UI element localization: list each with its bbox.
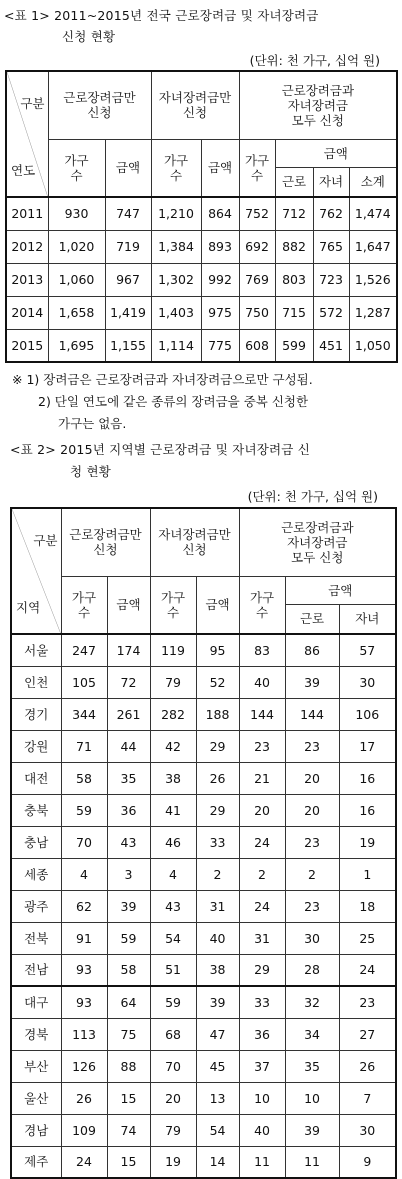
row-label-cell: 경기 xyxy=(11,698,61,730)
table-cell: 21 xyxy=(239,762,285,794)
table1-header-households: 가구 수 xyxy=(48,139,105,197)
table-cell: 54 xyxy=(196,1114,239,1146)
table-cell: 1,060 xyxy=(48,263,105,296)
table-cell: 57 xyxy=(339,634,396,666)
table-row xyxy=(11,1114,396,1146)
table-cell: 692 xyxy=(239,230,275,263)
table-cell: 15 xyxy=(107,1146,150,1178)
row-label-cell: 경북 xyxy=(11,1018,61,1050)
table1-header-work: 근로 xyxy=(275,167,313,197)
table-cell: 88 xyxy=(107,1050,150,1082)
row-label-cell: 2014 xyxy=(6,296,48,329)
table-cell: 35 xyxy=(285,1050,339,1082)
table-cell: 36 xyxy=(107,794,150,826)
table-cell: 39 xyxy=(285,666,339,698)
table-cell: 70 xyxy=(61,826,107,858)
row-label-cell: 충남 xyxy=(11,826,61,858)
table-cell: 144 xyxy=(285,698,339,730)
table1-header-amount: 금액 xyxy=(201,139,239,197)
table-cell: 1,155 xyxy=(105,329,151,362)
row-label-cell: 전북 xyxy=(11,922,61,954)
table-cell: 20 xyxy=(239,794,285,826)
table1-header-households: 가구 수 xyxy=(151,139,201,197)
table-cell: 23 xyxy=(339,986,396,1018)
table-cell: 43 xyxy=(107,826,150,858)
table-cell: 34 xyxy=(285,1018,339,1050)
table-row xyxy=(11,826,396,858)
table-cell: 79 xyxy=(150,666,196,698)
table-cell: 25 xyxy=(339,922,396,954)
table-cell: 74 xyxy=(107,1114,150,1146)
table-cell: 20 xyxy=(150,1082,196,1114)
table2-header-amount: 금액 xyxy=(196,576,239,634)
table-cell: 765 xyxy=(313,230,349,263)
table-cell: 30 xyxy=(339,1114,396,1146)
row-label-cell: 세종 xyxy=(11,858,61,890)
table1-header-child: 자녀 xyxy=(313,167,349,197)
table-cell: 59 xyxy=(150,986,196,1018)
table-cell: 126 xyxy=(61,1050,107,1082)
table-cell: 58 xyxy=(61,762,107,794)
table-cell: 282 xyxy=(150,698,196,730)
table-cell: 29 xyxy=(196,730,239,762)
table-cell: 14 xyxy=(196,1146,239,1178)
table-cell: 1,526 xyxy=(349,263,397,296)
table2-header-group3: 근로장려금과 자녀장려금 모두 신청 xyxy=(239,508,396,576)
table-cell: 62 xyxy=(61,890,107,922)
table-cell: 882 xyxy=(275,230,313,263)
table-cell: 33 xyxy=(196,826,239,858)
table1-body xyxy=(6,197,397,362)
row-label-cell: 인천 xyxy=(11,666,61,698)
table-cell: 572 xyxy=(313,296,349,329)
table-cell: 1,384 xyxy=(151,230,201,263)
table-cell: 17 xyxy=(339,730,396,762)
table2-header-households: 가구 수 xyxy=(61,576,107,634)
table-cell: 54 xyxy=(150,922,196,954)
table-cell: 1,419 xyxy=(105,296,151,329)
table-cell: 1,287 xyxy=(349,296,397,329)
table-cell: 775 xyxy=(201,329,239,362)
table2-unit: (단위: 천 가구, 십억 원) xyxy=(247,489,378,504)
table-row xyxy=(11,954,396,986)
table-cell: 4 xyxy=(150,858,196,890)
table-cell: 30 xyxy=(285,922,339,954)
table-cell: 19 xyxy=(150,1146,196,1178)
table-cell: 16 xyxy=(339,762,396,794)
table-cell: 26 xyxy=(61,1082,107,1114)
table1-corner-bottom: 연도 xyxy=(11,163,36,178)
table-row xyxy=(6,329,397,362)
table-cell: 174 xyxy=(107,634,150,666)
table-cell: 20 xyxy=(285,794,339,826)
table-cell: 52 xyxy=(196,666,239,698)
table1-title-line1: <표 1> 2011~2015년 전국 근로장려금 및 자녀장려금 xyxy=(4,8,319,23)
table-cell: 608 xyxy=(239,329,275,362)
table-cell: 23 xyxy=(285,890,339,922)
row-label-cell: 2011 xyxy=(6,197,48,230)
table-cell: 29 xyxy=(239,954,285,986)
table-cell: 71 xyxy=(61,730,107,762)
table-row xyxy=(6,263,397,296)
table-row xyxy=(11,730,396,762)
table-cell: 64 xyxy=(107,986,150,1018)
table-cell: 24 xyxy=(239,826,285,858)
table-cell: 39 xyxy=(107,890,150,922)
table-cell: 24 xyxy=(61,1146,107,1178)
table-cell: 46 xyxy=(150,826,196,858)
table2-header-group2: 자녀장려금만 신청 xyxy=(150,508,239,576)
table-cell: 769 xyxy=(239,263,275,296)
table-cell: 4 xyxy=(61,858,107,890)
table-cell: 3 xyxy=(107,858,150,890)
table-row xyxy=(11,858,396,890)
table-cell: 32 xyxy=(285,986,339,1018)
table-cell: 24 xyxy=(339,954,396,986)
table1-header-amount-group: 금액 xyxy=(275,139,397,167)
table-cell: 105 xyxy=(61,666,107,698)
row-label-cell: 서울 xyxy=(11,634,61,666)
table-cell: 599 xyxy=(275,329,313,362)
table-cell: 44 xyxy=(107,730,150,762)
table-cell: 10 xyxy=(239,1082,285,1114)
table-cell: 19 xyxy=(339,826,396,858)
table-row xyxy=(11,890,396,922)
table-cell: 43 xyxy=(150,890,196,922)
table2-body xyxy=(11,634,396,1178)
table2-header-child: 자녀 xyxy=(339,604,396,634)
table-cell: 39 xyxy=(196,986,239,1018)
table-cell: 144 xyxy=(239,698,285,730)
table1-title-line2: 신청 현황 xyxy=(62,29,116,44)
row-label-cell: 제주 xyxy=(11,1146,61,1178)
table1-header-amount: 금액 xyxy=(105,139,151,197)
table-cell: 30 xyxy=(339,666,396,698)
table-cell: 752 xyxy=(239,197,275,230)
table1-note3: 가구는 없음. xyxy=(58,416,127,431)
table-cell: 2 xyxy=(285,858,339,890)
row-label-cell: 대전 xyxy=(11,762,61,794)
table-cell: 40 xyxy=(196,922,239,954)
row-label-cell: 광주 xyxy=(11,890,61,922)
table-cell: 68 xyxy=(150,1018,196,1050)
table-row xyxy=(11,1146,396,1178)
table1-header-group3: 근로장려금과 자녀장려금 모두 신청 xyxy=(239,71,397,139)
row-label-cell: 2012 xyxy=(6,230,48,263)
row-label-cell: 대구 xyxy=(11,986,61,1018)
table1 xyxy=(5,70,398,363)
table-cell: 109 xyxy=(61,1114,107,1146)
table-cell: 75 xyxy=(107,1018,150,1050)
table2-header-group1: 근로장려금만 신청 xyxy=(61,508,150,576)
table-cell: 1,020 xyxy=(48,230,105,263)
row-label-cell: 경남 xyxy=(11,1114,61,1146)
table2 xyxy=(10,507,397,1179)
table-cell: 95 xyxy=(196,634,239,666)
table-cell: 93 xyxy=(61,954,107,986)
table1-header-group1: 근로장려금만 신청 xyxy=(48,71,151,139)
table-cell: 1,302 xyxy=(151,263,201,296)
table-cell: 715 xyxy=(275,296,313,329)
table-cell: 31 xyxy=(196,890,239,922)
table2-title-line2: 청 현황 xyxy=(70,464,111,479)
table1-header-group2: 자녀장려금만 신청 xyxy=(151,71,239,139)
table-cell: 35 xyxy=(107,762,150,794)
table1-note1: ※ 1) 장려금은 근로장려금과 자녀장려금으로만 구성됨. xyxy=(12,372,313,387)
table-cell: 58 xyxy=(107,954,150,986)
table-cell: 51 xyxy=(150,954,196,986)
table-cell: 1,114 xyxy=(151,329,201,362)
table-row xyxy=(11,634,396,666)
row-label-cell: 부산 xyxy=(11,1050,61,1082)
table-row xyxy=(6,230,397,263)
table-cell: 1,658 xyxy=(48,296,105,329)
table-cell: 712 xyxy=(275,197,313,230)
table-cell: 18 xyxy=(339,890,396,922)
table-cell: 79 xyxy=(150,1114,196,1146)
table-row xyxy=(11,1050,396,1082)
table-cell: 40 xyxy=(239,666,285,698)
row-label-cell: 충북 xyxy=(11,794,61,826)
table-cell: 15 xyxy=(107,1082,150,1114)
table1-unit: (단위: 천 가구, 십억 원) xyxy=(249,53,380,68)
table-cell: 23 xyxy=(285,826,339,858)
table2-corner-bottom: 지역 xyxy=(16,600,41,615)
table-cell: 13 xyxy=(196,1082,239,1114)
table-cell: 40 xyxy=(239,1114,285,1146)
table-cell: 975 xyxy=(201,296,239,329)
table-cell: 11 xyxy=(239,1146,285,1178)
table-row xyxy=(6,197,397,230)
table-cell: 762 xyxy=(313,197,349,230)
table-cell: 47 xyxy=(196,1018,239,1050)
table-row xyxy=(11,762,396,794)
table-cell: 1 xyxy=(339,858,396,890)
row-label-cell: 울산 xyxy=(11,1082,61,1114)
table-cell: 803 xyxy=(275,263,313,296)
table-cell: 36 xyxy=(239,1018,285,1050)
table-cell: 1,210 xyxy=(151,197,201,230)
table-cell: 1,695 xyxy=(48,329,105,362)
table-cell: 31 xyxy=(239,922,285,954)
table1-corner-cell xyxy=(6,71,48,197)
table-cell: 344 xyxy=(61,698,107,730)
table-cell: 33 xyxy=(239,986,285,1018)
row-label-cell: 2013 xyxy=(6,263,48,296)
table-row xyxy=(6,296,397,329)
table-cell: 9 xyxy=(339,1146,396,1178)
table-cell: 42 xyxy=(150,730,196,762)
table-cell: 59 xyxy=(61,794,107,826)
table-cell: 719 xyxy=(105,230,151,263)
table-cell: 20 xyxy=(285,762,339,794)
table-cell: 750 xyxy=(239,296,275,329)
table-row xyxy=(11,794,396,826)
table-cell: 86 xyxy=(285,634,339,666)
table-cell: 39 xyxy=(285,1114,339,1146)
table-row xyxy=(11,698,396,730)
table-cell: 119 xyxy=(150,634,196,666)
table-cell: 451 xyxy=(313,329,349,362)
table-cell: 26 xyxy=(339,1050,396,1082)
table-cell: 261 xyxy=(107,698,150,730)
table-cell: 1,474 xyxy=(349,197,397,230)
row-label-cell: 전남 xyxy=(11,954,61,986)
table-cell: 59 xyxy=(107,922,150,954)
table-cell: 247 xyxy=(61,634,107,666)
table-cell: 70 xyxy=(150,1050,196,1082)
table-cell: 37 xyxy=(239,1050,285,1082)
table-cell: 41 xyxy=(150,794,196,826)
table-cell: 723 xyxy=(313,263,349,296)
table-cell: 1,050 xyxy=(349,329,397,362)
table-cell: 23 xyxy=(285,730,339,762)
table1-header-subtotal: 소계 xyxy=(349,167,397,197)
table-cell: 38 xyxy=(196,954,239,986)
table-cell: 893 xyxy=(201,230,239,263)
table-cell: 45 xyxy=(196,1050,239,1082)
table-cell: 72 xyxy=(107,666,150,698)
table-row xyxy=(11,986,396,1018)
table2-corner-cell xyxy=(11,508,61,634)
table2-header-amount: 금액 xyxy=(107,576,150,634)
row-label-cell: 강원 xyxy=(11,730,61,762)
table1-header-households: 가구 수 xyxy=(239,139,275,197)
table2-header-households: 가구 수 xyxy=(150,576,196,634)
table-cell: 24 xyxy=(239,890,285,922)
table2-corner-top: 구분 xyxy=(33,533,58,548)
row-label-cell: 2015 xyxy=(6,329,48,362)
table-cell: 93 xyxy=(61,986,107,1018)
table-row xyxy=(11,1082,396,1114)
table-cell: 28 xyxy=(285,954,339,986)
table2-header-households: 가구 수 xyxy=(239,576,285,634)
table-cell: 91 xyxy=(61,922,107,954)
table-row xyxy=(11,1018,396,1050)
table-cell: 27 xyxy=(339,1018,396,1050)
table-cell: 2 xyxy=(239,858,285,890)
table-cell: 38 xyxy=(150,762,196,794)
table2-header-work: 근로 xyxy=(285,604,339,634)
table-cell: 188 xyxy=(196,698,239,730)
table2-header-amount-group: 금액 xyxy=(285,576,396,604)
table-cell: 1,647 xyxy=(349,230,397,263)
table-cell: 29 xyxy=(196,794,239,826)
table-cell: 83 xyxy=(239,634,285,666)
table1-note2: 2) 단일 연도에 같은 종류의 장려금을 중복 신청한 xyxy=(38,394,309,409)
table-cell: 10 xyxy=(285,1082,339,1114)
table-cell: 113 xyxy=(61,1018,107,1050)
table-cell: 7 xyxy=(339,1082,396,1114)
table-cell: 1,403 xyxy=(151,296,201,329)
table-cell: 16 xyxy=(339,794,396,826)
table-cell: 930 xyxy=(48,197,105,230)
table-cell: 23 xyxy=(239,730,285,762)
table-cell: 747 xyxy=(105,197,151,230)
table-row xyxy=(11,666,396,698)
table-row xyxy=(11,922,396,954)
table-cell: 2 xyxy=(196,858,239,890)
table-cell: 106 xyxy=(339,698,396,730)
table-cell: 864 xyxy=(201,197,239,230)
table-cell: 11 xyxy=(285,1146,339,1178)
table-cell: 967 xyxy=(105,263,151,296)
table-cell: 26 xyxy=(196,762,239,794)
table-cell: 992 xyxy=(201,263,239,296)
table2-title-line1: <표 2> 2015년 지역별 근로장려금 및 자녀장려금 신 xyxy=(10,442,311,457)
table1-corner-top: 구분 xyxy=(20,96,45,111)
